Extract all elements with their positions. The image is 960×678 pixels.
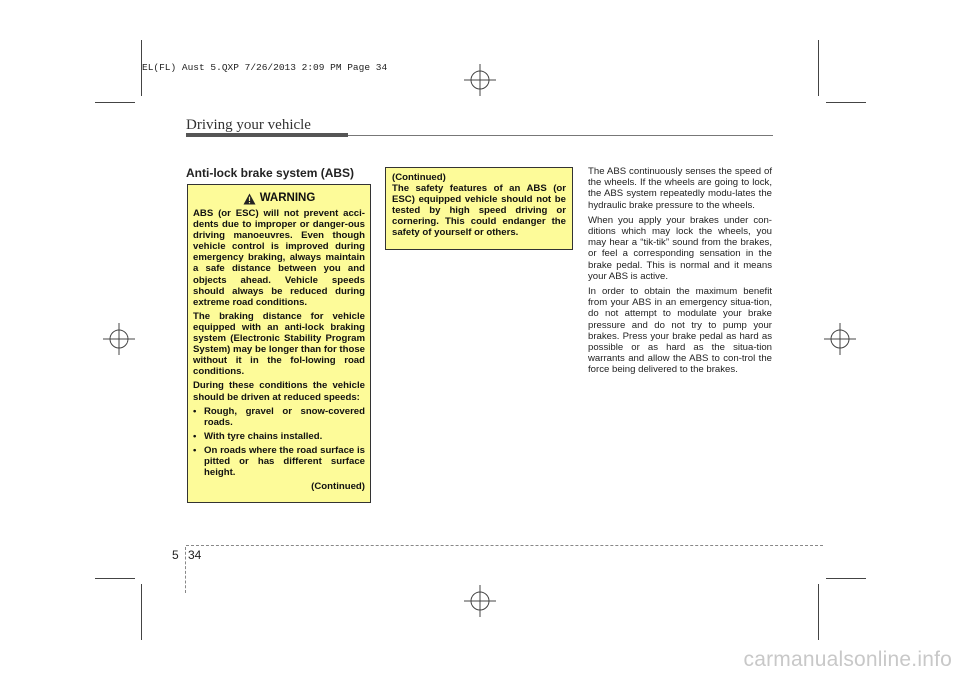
page-number: 34 — [188, 548, 202, 562]
body-paragraph: In order to obtain the maximum benefit from your ABS in an emergency situa-tion, do not attempt to modulate your brake pressure and do not try to pump your brakes. Press your brake pedal as hard as possible or as hard as the situa-tion warrants and allow the ABS to con-trol the force being delivered to the brakes. — [588, 286, 772, 376]
crop-mark — [826, 102, 866, 103]
footer-divider — [186, 545, 823, 546]
chapter-number: 5 — [172, 548, 179, 562]
watermark: carmanualsonline.info — [743, 648, 952, 671]
crop-mark — [818, 40, 819, 96]
body-text-column — [588, 166, 772, 380]
warning-title — [193, 193, 365, 205]
crop-mark — [95, 102, 135, 103]
section-title: Driving your vehicle — [186, 117, 311, 133]
warning-paragraph: ABS (or ESC) will not prevent acci-dents due to improper or danger-ous driving manoeuvres. Even though vehicle control is improved during emergency braking, always maintain a safe distance between you and objects ahead. Vehicle speeds should always be reduced during extreme road conditions. — [193, 208, 365, 308]
list-item: • On roads where the road surface is pitted or has different surface height. — [193, 444, 365, 479]
registration-mark-icon — [464, 64, 496, 96]
continued-text: The safety features of an ABS (or ESC) equipped vehicle should not be tested by high speed driving or cornering. This could endanger the safety of yourself or others. — [392, 183, 566, 239]
section-title-bar — [186, 133, 348, 137]
footer-vertical-divider — [185, 547, 186, 593]
registration-mark-icon — [103, 323, 135, 355]
warning-triangle-icon — [243, 193, 256, 205]
continued-label: (Continued) — [311, 481, 365, 493]
list-item: • Rough, gravel or snow-covered roads. — [193, 405, 365, 428]
crop-mark — [141, 584, 142, 640]
warning-box — [187, 184, 371, 503]
warning-label: WARNING — [259, 192, 316, 205]
print-header-info: EL(FL) Aust 5.QXP 7/26/2013 2:09 PM Page 34 — [142, 62, 388, 73]
crop-mark — [818, 584, 819, 640]
body-paragraph: The ABS continuously senses the speed of the wheels. If the wheels are going to lock, the ABS system repeatedly modu-lates the hydraulic brake pressure to the wheels. — [588, 166, 772, 211]
warning-bullet-list — [193, 406, 365, 479]
warning-paragraph: The braking distance for vehicle equipped with an anti-lock braking system (Electronic Stability Program System) may be longer than for those without it in the fol-lowing road conditions. — [193, 310, 365, 378]
bullet-icon: • — [193, 405, 197, 417]
registration-mark-icon — [824, 323, 856, 355]
continued-warning-box — [385, 167, 573, 250]
body-paragraph: When you apply your brakes under con-ditions which may lock the wheels, you may hear a “tik-tik” sound from the brakes, or feel a corresponding sensation in the brake pedal. This is normal and it means your ABS is active. — [588, 214, 772, 282]
crop-mark — [826, 578, 866, 579]
registration-mark-icon — [464, 585, 496, 617]
warning-paragraph: During these conditions the vehicle should be driven at reduced speeds: — [193, 380, 365, 403]
continued-label: (Continued) — [392, 172, 446, 183]
page-heading: Anti-lock brake system (ABS) — [186, 166, 355, 180]
crop-mark — [95, 578, 135, 579]
bullet-icon: • — [193, 430, 197, 442]
list-item: • With tyre chains installed. — [193, 430, 323, 442]
bullet-icon: • — [193, 444, 197, 456]
